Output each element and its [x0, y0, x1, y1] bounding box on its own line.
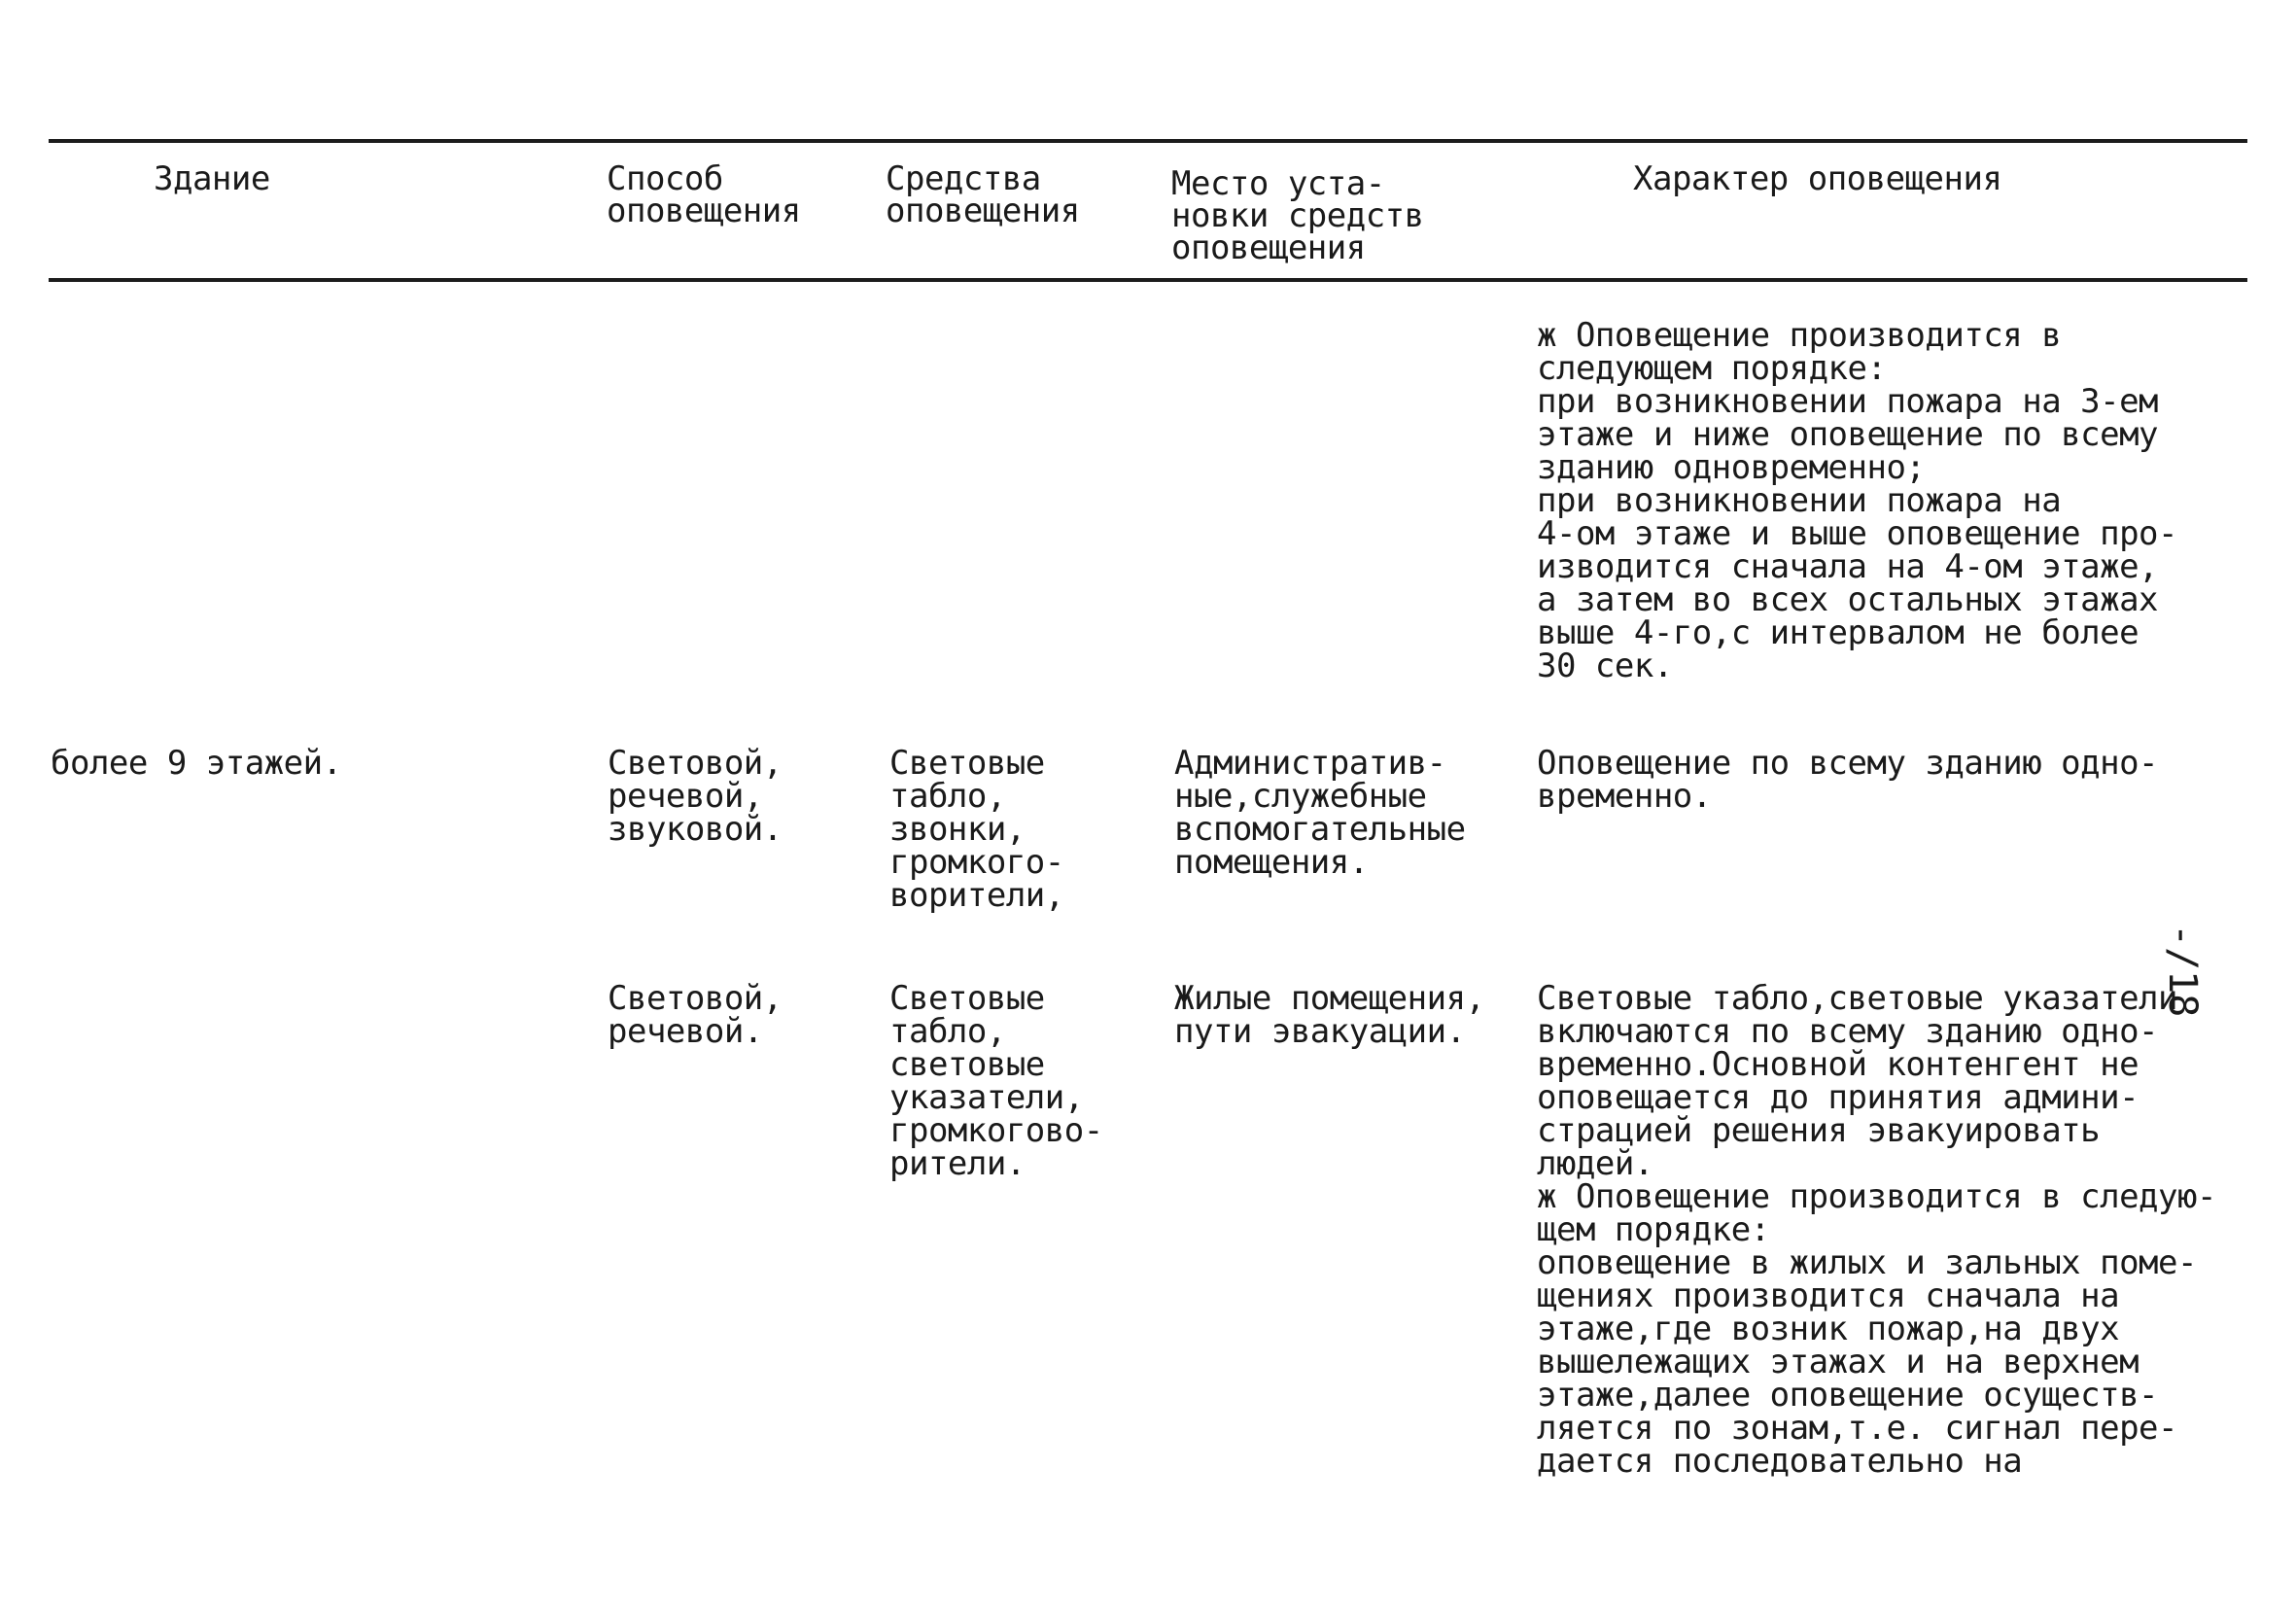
header-bottom-rule — [49, 278, 2247, 282]
header-method: Способ оповещения — [607, 159, 801, 230]
row2-method: Световой, речевой, звуковой. — [608, 744, 783, 849]
row3-means: Световые табло, световые указатели, громкогово- рители. — [889, 979, 1103, 1183]
row2-building: более 9 этажей. — [51, 744, 342, 783]
header-building: Здание — [154, 159, 270, 198]
row3-method: Световой, речевой. — [608, 979, 783, 1051]
row2-character: Оповещение по всему зданию одно- временно. — [1537, 744, 2159, 816]
row1-character: ж Оповещение производится в следующем порядке: при возникновении пожара на 3-ем этаже и ниже оповещение по всему зданию одновременно; при возникновении пожара на 4-ом этаже и выше оповещение про- изводится сначала на 4-ом этаже, а затем во всех остальных этажах выше 4-го,с интервалом не более 30 сек. — [1537, 316, 2178, 685]
header-location: Место уста- новки средств оповещения — [1171, 164, 1424, 267]
row2-means: Световые табло, звонки, громкого- ворители, — [889, 744, 1064, 915]
row3-location: Жилые помещения, пути эвакуации. — [1174, 979, 1485, 1051]
row3-character: Световые табло,световые указатели включаются по всему зданию одно- временно.Основной контенгент не оповещается до принятия админи- страцией решения эвакуировать людей. ж Оповещение производится в следую- щем порядке: оповещение в жилых и зальных поме- щениях производится сначала на этаже,где возник пожар,на двух вышележащих этажах и на верхнем этаже,далее оповещение осуществ- ляется по зонам,т.е. сигнал пере- дается последовательно на — [1537, 979, 2216, 1481]
header-character: Характер оповещения — [1633, 159, 2002, 198]
margin-page-note: -/18 — [2160, 924, 2205, 1018]
header-means: Средства оповещения — [886, 159, 1080, 230]
header-top-rule — [49, 139, 2247, 143]
row2-location: Административ- ные,служебные вспомогательные помещения. — [1174, 744, 1466, 882]
